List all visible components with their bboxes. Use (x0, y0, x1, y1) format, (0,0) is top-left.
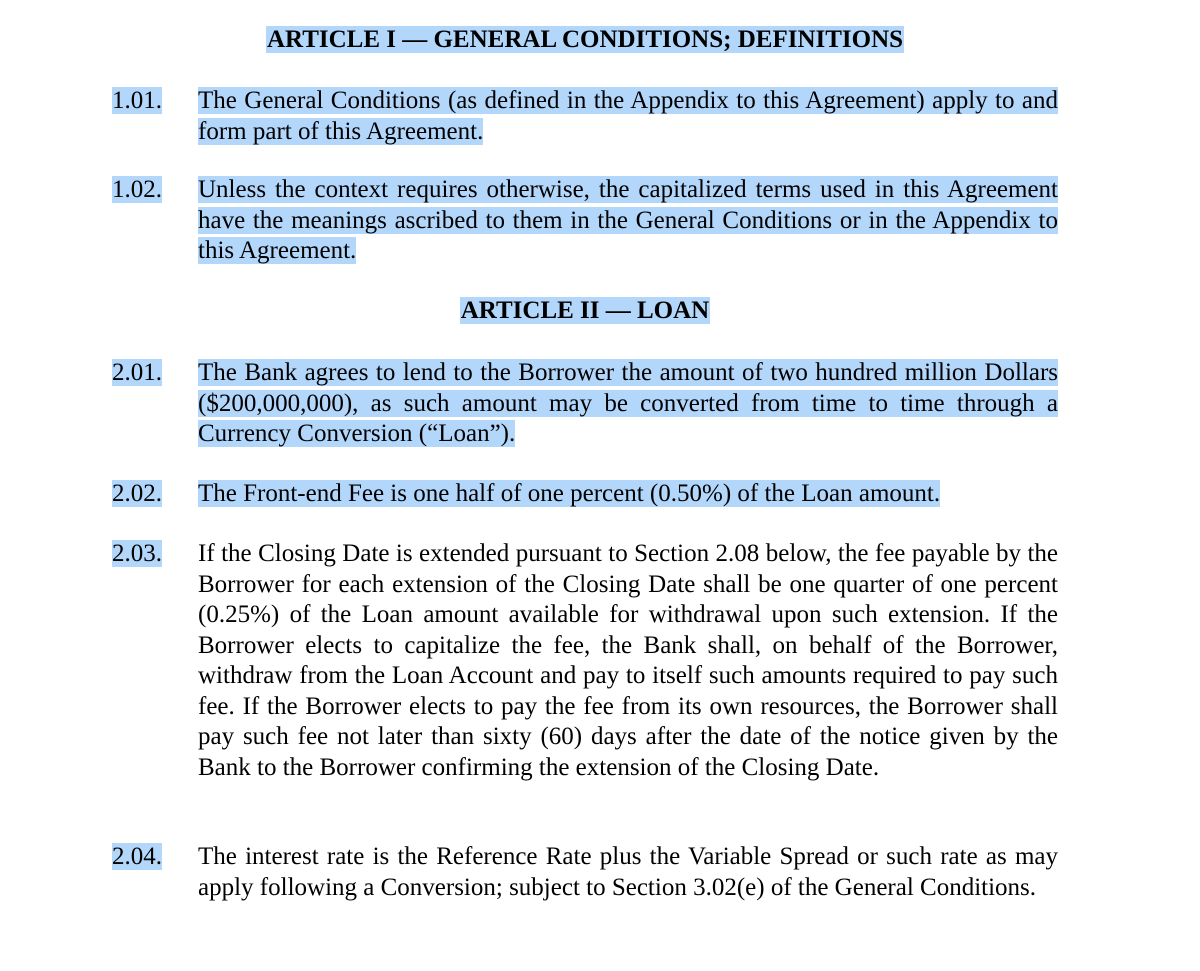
section-text-1-02: Unless the context requires otherwise, the capitalized terms used in this Agreement have the meanings ascribed to them in the General Conditions or in the Appendix to this Agreement. (198, 176, 1058, 264)
section-text-2-01: The Bank agrees to lend to the Borrower the amount of two hundred million Dollars ($200,000,000), as such amount may be converted from time to time through a Currency Conversion (“Loan”). (198, 359, 1058, 447)
section-number-2-01: 2.01. (112, 359, 162, 386)
section-text-2-04: The interest rate is the Reference Rate plus the Variable Spread or such rate as may apply following a Conversion; subject to Section 3.02(e) of the General Conditions. (198, 843, 1058, 901)
section-number-2-03: 2.03. (112, 540, 162, 567)
section-text-1-01: The General Conditions (as defined in the Appendix to this Agreement) apply to and form part of this Agreement. (198, 87, 1058, 145)
section-number-1-02: 1.02. (112, 176, 162, 203)
article-2-heading: ARTICLE II — LOAN (460, 297, 710, 324)
section-text-2-03: If the Closing Date is extended pursuant to Section 2.08 below, the fee payable by the Borrower for each extension of the Closing Date shall be one quarter of one percent (0.25%) of the Loan amount available for withdrawal upon such extension. If the Borrower elects to capitalize the fee, the Bank shall, on behalf of the Borrower, withdraw from the Loan Account and pay to itself such amounts required to pay such fee. If the Borrower elects to pay the fee from its own resources, the Borrower shall pay such fee not later than sixty (60) days after the date of the notice given by the Bank to the Borrower confirming the extension of the Closing Date. (198, 540, 1058, 781)
section-number-2-04: 2.04. (112, 843, 162, 870)
article-1-heading: ARTICLE I — GENERAL CONDITIONS; DEFINITIONS (266, 26, 904, 53)
section-number-1-01: 1.01. (112, 87, 162, 114)
section-text-2-02: The Front-end Fee is one half of one percent (0.50%) of the Loan amount. (198, 480, 941, 507)
section-number-2-02: 2.02. (112, 480, 162, 507)
